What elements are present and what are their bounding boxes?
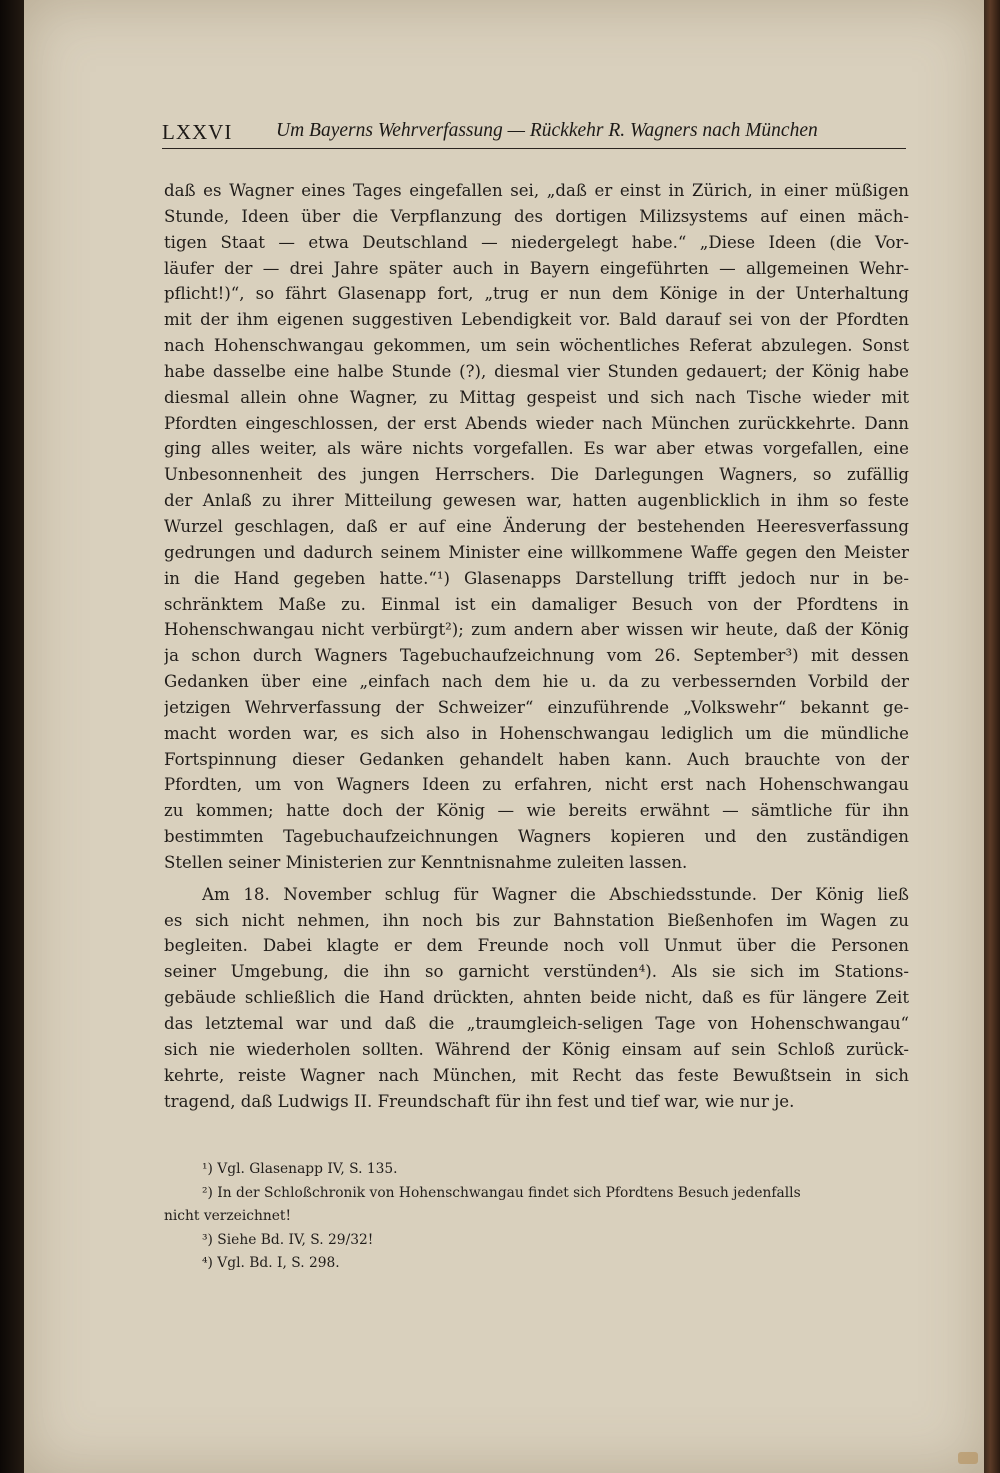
- text-line: das letztemal war und daß die „traumgleich-seligen Tage von Hohenschwangau“: [164, 1014, 909, 1033]
- text-line: Fortspinnung dieser Gedanken gehandelt haben kann. Auch brauchte von der: [164, 749, 909, 769]
- text-line: pflicht!)“, so fährt Glasenapp fort, „trug er nun dem Könige in der Unterhaltung: [164, 284, 909, 304]
- text-line: daß es Wagner eines Tages eingefallen sei, „daß er einst in Zürich, in einer müßigen: [164, 181, 909, 200]
- book-gutter: [0, 0, 24, 1473]
- footnotes: [164, 1158, 909, 1276]
- footnote-2: ²) In der Schloßchronik von Hohenschwangau findet sich Pfordtens Besuch jedenfalls: [202, 1184, 801, 1201]
- text-line: Unbesonnenheit des jungen Herrschers. Die Darlegungen Wagners, so zufällig: [164, 465, 909, 485]
- text-line: bestimmten Tagebuchaufzeichnungen Wagners kopieren und den zuständigen: [164, 827, 909, 847]
- text-line: seiner Umgebung, die ihn so garnicht verstünden⁴). Als sie sich im Stations-: [164, 962, 909, 982]
- text-line: diesmal allein ohne Wagner, zu Mittag gespeist und sich nach Tische wieder mit: [164, 387, 909, 407]
- footnote-1: ¹) Vgl. Glasenapp IV, S. 135.: [202, 1161, 398, 1177]
- text-line: tragend, daß Ludwigs II. Freundschaft für ihn fest und tief war, wie nur je.: [164, 1091, 795, 1111]
- text-line: es sich nicht nehmen, ihn noch bis zur Bahnstation Bießenhofen im Wagen zu: [164, 910, 909, 930]
- text-line: zu kommen; hatte doch der König — wie bereits erwähnt — sämtliche für ihn: [164, 801, 909, 821]
- paragraph-1: [164, 178, 909, 876]
- text-line: jetzigen Wehrverfassung der Schweizer“ einzuführende „Volkswehr“ bekannt ge-: [164, 697, 909, 717]
- text-line: Am 18. November schlug für Wagner die Abschiedsstunde. Der König ließ: [202, 884, 909, 904]
- footnote-4: ⁴) Vgl. Bd. I, S. 298.: [202, 1255, 340, 1271]
- text-line: schränktem Maße zu. Einmal ist ein damaliger Besuch von der Pfordtens in: [164, 594, 909, 614]
- text-line: mit der ihm eigenen suggestiven Lebendigkeit vor. Bald darauf sei von der Pfordten: [164, 310, 909, 330]
- text-line: Wurzel geschlagen, daß er auf eine Änderung der bestehenden Heeresverfassung: [164, 516, 909, 536]
- text-line: habe dasselbe eine halbe Stunde (?), diesmal vier Stunden gedauert; der König habe: [164, 361, 909, 381]
- text-line: begleiten. Dabei klagte er dem Freunde noch voll Unmut über die Personen: [164, 936, 909, 956]
- text-line: läufer der — drei Jahre später auch in Bayern eingeführten — allgemeinen Wehr-: [164, 258, 909, 278]
- text-line: sich nie wiederholen sollten. Während der König einsam auf sein Schloß zurück-: [164, 1039, 909, 1059]
- running-head: [162, 118, 906, 149]
- text-line: gedrungen und dadurch seinem Minister eine willkommene Waffe gegen den Meister: [164, 542, 909, 562]
- running-title: Um Bayerns Wehrverfassung — Rückkehr R. Wagners nach München: [276, 120, 818, 141]
- text-line: ging alles weiter, als wäre nichts vorgefallen. Es war aber etwas vorgefallen, eine: [164, 439, 909, 459]
- paper-stain: [958, 1452, 978, 1464]
- paragraph-2: [164, 882, 909, 1115]
- text-line: Gedanken über eine „einfach nach dem hie u. da zu verbessernden Vorbild der: [164, 672, 909, 692]
- body-text: [164, 178, 909, 1114]
- text-line: Pfordten eingeschlossen, der erst Abends wieder nach München zurückkehrte. Dann: [164, 413, 909, 433]
- text-line: Pfordten, um von Wagners Ideen zu erfahren, nicht erst nach Hohenschwangau: [164, 775, 909, 795]
- text-line: ja schon durch Wagners Tagebuchaufzeichnung vom 26. September³) mit dessen: [164, 646, 909, 666]
- text-line: in die Hand gegeben hatte.“¹) Glasenapps Darstellung trifft jedoch nur in be-: [164, 568, 909, 588]
- text-line: macht worden war, es sich also in Hohenschwangau lediglich um die mündliche: [164, 723, 909, 743]
- text-line: der Anlaß zu ihrer Mitteilung gewesen war, hatten augenblicklich in ihm so feste: [164, 491, 909, 511]
- footnote-3: ³) Siehe Bd. IV, S. 29/32!: [202, 1231, 374, 1248]
- text-line: gebäude schließlich die Hand drückten, ahnten beide nicht, daß es für längere Zeit: [164, 988, 909, 1008]
- book-edge: [984, 0, 1000, 1473]
- text-line: Stellen seiner Ministerien zur Kenntnisnahme zuleiten lassen.: [164, 852, 688, 872]
- text-line: kehrte, reiste Wagner nach München, mit Recht das feste Bewußtsein in sich: [164, 1065, 909, 1085]
- text-line: Stunde, Ideen über die Verpflanzung des dortigen Milizsystems auf einen mäch-: [164, 206, 909, 226]
- page-number: LXXVI: [162, 120, 233, 144]
- text-line: nach Hohenschwangau gekommen, um sein wöchentliches Referat abzulegen. Sonst: [164, 336, 909, 356]
- text-line: Hohenschwangau nicht verbürgt²); zum andern aber wissen wir heute, daß der König: [164, 620, 909, 640]
- text-line: tigen Staat — etwa Deutschland — niedergelegt habe.“ „Diese Ideen (die Vor-: [164, 232, 909, 252]
- footnote-2-continued: nicht verzeichnet!: [164, 1208, 291, 1224]
